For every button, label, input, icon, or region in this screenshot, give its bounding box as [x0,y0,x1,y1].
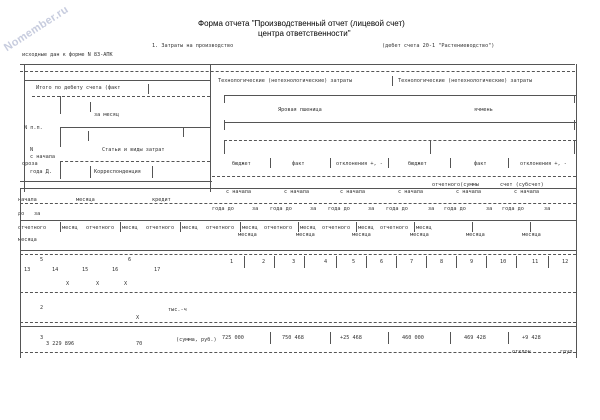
month-3: месяц [182,225,198,231]
month-col-2: месяца [296,232,315,238]
x-mark-row2: X [136,315,140,321]
rule [90,166,91,178]
rule [210,64,211,192]
value-460000: 460 000 [402,335,424,341]
correspondence-label: Корреспонденция [94,169,141,175]
rule [330,332,331,344]
month-col-left: месяца [18,237,37,243]
x-mark-2: X [96,281,100,287]
col-num-11: 11 [532,259,539,265]
rule [224,140,576,141]
for-2: за [310,206,317,212]
col-num-1: 1 [230,259,234,265]
rule [274,256,275,268]
col-num-4: 4 [324,259,328,265]
year-from-label: года Д. [30,169,52,175]
deviation-2: отклонения +, - [520,161,567,167]
rule [298,222,299,232]
reporting-sum-label: отчетного(суммы [432,182,479,188]
reporting-6: отчетного [322,225,351,231]
col-num-3: 3 [292,259,296,265]
rule [508,158,509,168]
rule [472,222,473,232]
rule [60,96,61,114]
col-num-7: 7 [410,259,414,265]
tech-costs-2: Технологические (нетехнологические) затраты [398,78,533,84]
month-col-3: месяца [352,232,371,238]
thousand-hours-label: тыс.-ч [168,307,187,313]
for-4: за [428,206,435,212]
year-to-5: года до [444,206,466,212]
month-col-6: месяца [522,232,541,238]
rule [20,250,576,251]
value-70: 70 [136,341,143,347]
rule [20,322,576,323]
rule [60,127,210,128]
from-start-1: с начала [226,189,251,195]
deviation-label: отклон [512,349,531,355]
account-sub-label: счет (субсчет) [500,182,544,188]
rule [148,84,149,94]
year-to-1: года до [212,206,234,212]
col-num-5: 5 [40,257,44,263]
rule [224,140,225,154]
col-num-12: 12 [562,259,569,265]
from-start-5: с начала [456,189,481,195]
rule [366,256,367,268]
row-3-label: 3 [40,335,44,341]
year-to-6: года до [502,206,524,212]
section-label: 1. Затраты на производство [152,43,234,49]
month-7: месяц [416,225,432,231]
rule [212,176,576,177]
barley-label: ячмень [474,107,493,113]
debit-account-label: (дебет счета 20-1 "Растениеводство") [382,43,495,49]
month-col-5: месяца [466,232,485,238]
rule [516,256,517,268]
x-mark-1: X [66,281,70,287]
rule [388,158,389,168]
start-label: начала [18,197,37,203]
month-5: месяц [300,225,316,231]
rule [60,161,210,162]
for-left: за [34,211,41,217]
rule [20,326,576,327]
reporting-3: отчетного [146,225,175,231]
col-n-label: N [30,147,34,153]
reporting-7: отчетного [380,225,409,231]
col-num-13: 13 [24,267,31,273]
for-3: за [368,206,375,212]
rule [32,96,210,97]
for-5: за [486,206,493,212]
rule [240,222,241,232]
value-left: 3 229 896 [46,341,75,347]
form-title-line-1: Форма отчета "Производственный отчет (лицевой счет) [198,19,405,28]
rule [224,122,576,123]
sum-label: (сумма, руб.) [176,337,217,343]
month-1: месяц [62,225,78,231]
reporting-2: отчетного [86,225,115,231]
rule [414,222,415,232]
col-num-6: 6 [128,257,132,263]
col-num-15: 15 [82,267,89,273]
rule [20,254,576,255]
npp-label: N п.п. [24,125,43,131]
rule [20,292,576,293]
group-label: груп [560,349,573,355]
rule [304,256,305,268]
rule [183,127,184,137]
rule [356,222,357,232]
year-to-3: года до [328,206,350,212]
from-start-4: с начала [398,189,423,195]
col-num-16: 16 [112,267,119,273]
rule [548,256,549,268]
value-plus25468: +25 468 [340,335,362,341]
rule [20,71,575,72]
value-plus9428: +9 428 [522,335,541,341]
from-start-3: с начала [340,189,365,195]
rule [60,127,61,147]
rule [24,80,210,81]
from-start-6: с начала [514,189,539,195]
reporting-1: отчетного [18,225,47,231]
rule [330,158,331,168]
rule [576,64,577,358]
year-to-4: года до [386,206,408,212]
reporting-5: отчетного [264,225,293,231]
rule [270,158,271,168]
rule [224,120,225,130]
row-2-label: 2 [40,305,44,311]
value-750468: 750 468 [282,335,304,341]
form-title-line-2: центра ответственности" [258,29,351,38]
rule [450,332,451,344]
fact-2: факт [474,161,487,167]
rule [574,120,575,130]
rule [388,332,389,344]
reporting-4: отчетного [206,225,235,231]
budget-2: бюджет [408,161,427,167]
rule [574,95,575,103]
per-month-label: за месяц [94,112,119,118]
rule [20,64,575,65]
value-469428: 469 428 [464,335,486,341]
year-to-left: до [18,211,25,217]
rule [180,222,181,232]
items-title: Статьи и виды затрат [102,147,165,153]
from-start-2: с начала [284,189,309,195]
tech-costs-1: Технологические (нетехнологические) затраты [218,78,353,84]
rule [60,222,61,232]
year-to-2: года до [270,206,292,212]
x-mark-3: X [124,281,128,287]
rule [60,161,61,179]
col-num-2: 2 [262,259,266,265]
rule [426,256,427,268]
value-725000: 725 000 [222,335,244,341]
rule [244,256,245,268]
col-num-14: 14 [52,267,59,273]
rule [430,140,431,154]
deviation-1: отклонения +, - [336,161,383,167]
rule [574,140,575,154]
debit-total-label: Итого по дебету счета (факт [36,85,121,91]
rule [450,158,451,168]
spring-wheat-label: Яровая пшеница [278,107,322,113]
month-6: месяц [358,225,374,231]
rule [396,256,397,268]
month-2: месяц [122,225,138,231]
rule [20,220,576,221]
source-text: исходные дан к форме N 83-АПК [22,52,113,58]
rule [20,181,212,182]
rule [20,188,21,358]
for-1: за [252,206,259,212]
rule [336,256,337,268]
rule [530,222,531,232]
fact-1: факт [292,161,305,167]
col-num-5b: 5 [352,259,356,265]
rule [20,203,576,204]
rule [486,256,487,268]
month-col-1: месяца [238,232,257,238]
months-label: месяца [76,197,95,203]
col-num-6b: 6 [380,259,384,265]
col-num-17: 17 [154,267,161,273]
rule [224,95,576,96]
month-4: месяц [242,225,258,231]
col-num-8: 8 [440,259,444,265]
col-num-10: 10 [500,259,507,265]
rule [270,332,271,344]
from-start-label: с начала [30,154,55,160]
rule [152,166,153,178]
rule [508,332,509,344]
rule [392,76,393,86]
rule [224,95,225,103]
year-stub-label: ороза [22,161,38,167]
credit-label: кредит [152,197,171,203]
budget-1: бюджет [232,161,251,167]
for-6: за [544,206,551,212]
rule [88,131,89,141]
col-num-9: 9 [470,259,474,265]
rule [90,102,91,112]
watermark: Nomember.ru [2,3,71,55]
rule [120,222,121,232]
month-col-4: месяца [410,232,429,238]
rule [456,256,457,268]
